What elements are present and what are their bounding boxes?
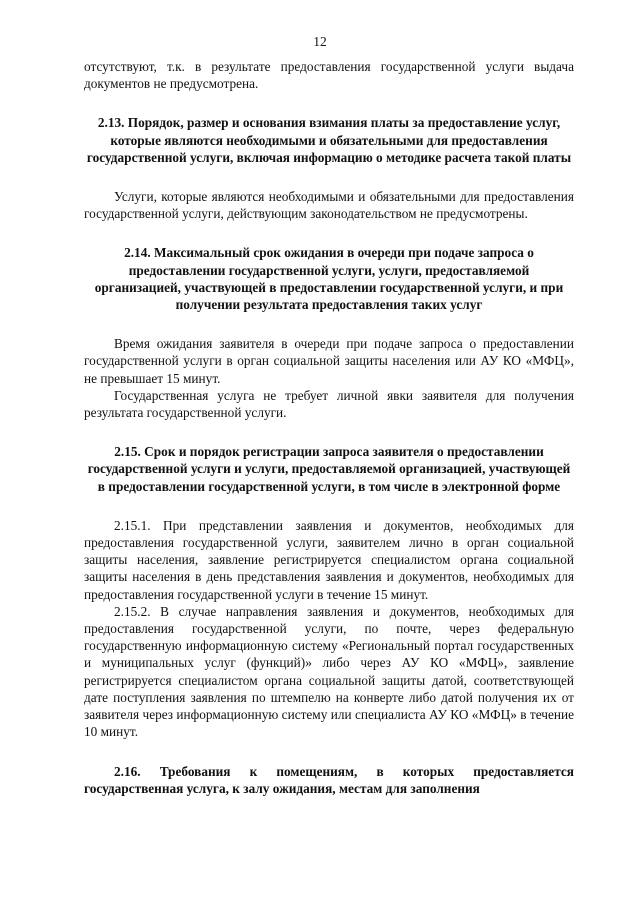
section-heading-2-14: 2.14. Максимальный срок ожидания в очереди при подаче запроса о предоставлении государственной услуги, услуги, предоставляемой организацией, участвующей в предоставлении государственной услуги, и при получении результата предоставления таких услуг [94,245,564,313]
spacer [84,166,574,188]
spacer [84,421,574,443]
spacer [84,92,574,114]
page-number: 12 [313,34,327,49]
paragraph-continuation: отсутствуют, т.к. в результате предоставления государственной услуги выдача документов не предусмотрена. [84,59,574,92]
spacer [84,741,574,763]
paragraph-2-14-presence: Государственная услуга не требует личной явки заявителя для получения результата государственной услуги. [84,387,574,421]
document-body [84,58,574,797]
section-heading-2-15: 2.15. Срок и порядок регистрации запроса заявителя о предоставлении государственной услуги и услуги, предоставляемой организацией, участвующей в предоставлении государственной услуги, в том числе в электронной форме [87,444,571,494]
paragraph-2-15-1: 2.15.1. При представлении заявления и документов, необходимых для предоставления государственной услуги, заявителем лично в орган социальной защиты населения, заявление регистрируется специалистом органа социальной защиты населения в день представления заявления и документов, необходимых для предоставления государственной услуги в течение 15 минут. [84,517,574,602]
section-heading-2-16: 2.16. Требования к помещениям, в которых предоставляется государственная услуга, к залу ожидания, местам для заполнения [84,763,574,796]
spacer [84,313,574,335]
paragraph-2-15-2: 2.15.2. В случае направления заявления и документов, необходимых для предоставления государственной услуги, по почте, через федеральную государственную информационную систему «Региональный портал государственных и муниципальных услуг (функций)» либо через АУ КО «МФЦ», заявление регистрируется специалистом органа социальной защиты датой, соответствующей дате поступления заявления по штемпелю на конверте либо датой получения их от заявителя через информационную систему или специалиста АУ КО «МФЦ» в течение 10 минут. [84,603,574,740]
paragraph-2-13: Услуги, которые являются необходимыми и обязательными для предоставления государственной услуги, действующим законодательством не предусмотрены. [84,189,574,222]
paragraph-2-14-wait: Время ожидания заявителя в очереди при подаче запроса о предоставлении государственной услуги в орган социальной защиты населения или АУ КО «МФЦ», не превышает 15 минут. [84,336,574,386]
spacer [84,222,574,244]
spacer [84,495,574,517]
section-heading-2-13: 2.13. Порядок, размер и основания взимания платы за предоставление услуг, которые являются необходимыми и обязательными для предоставления государственной услуги, включая информацию о методике расчета такой платы [86,115,572,165]
